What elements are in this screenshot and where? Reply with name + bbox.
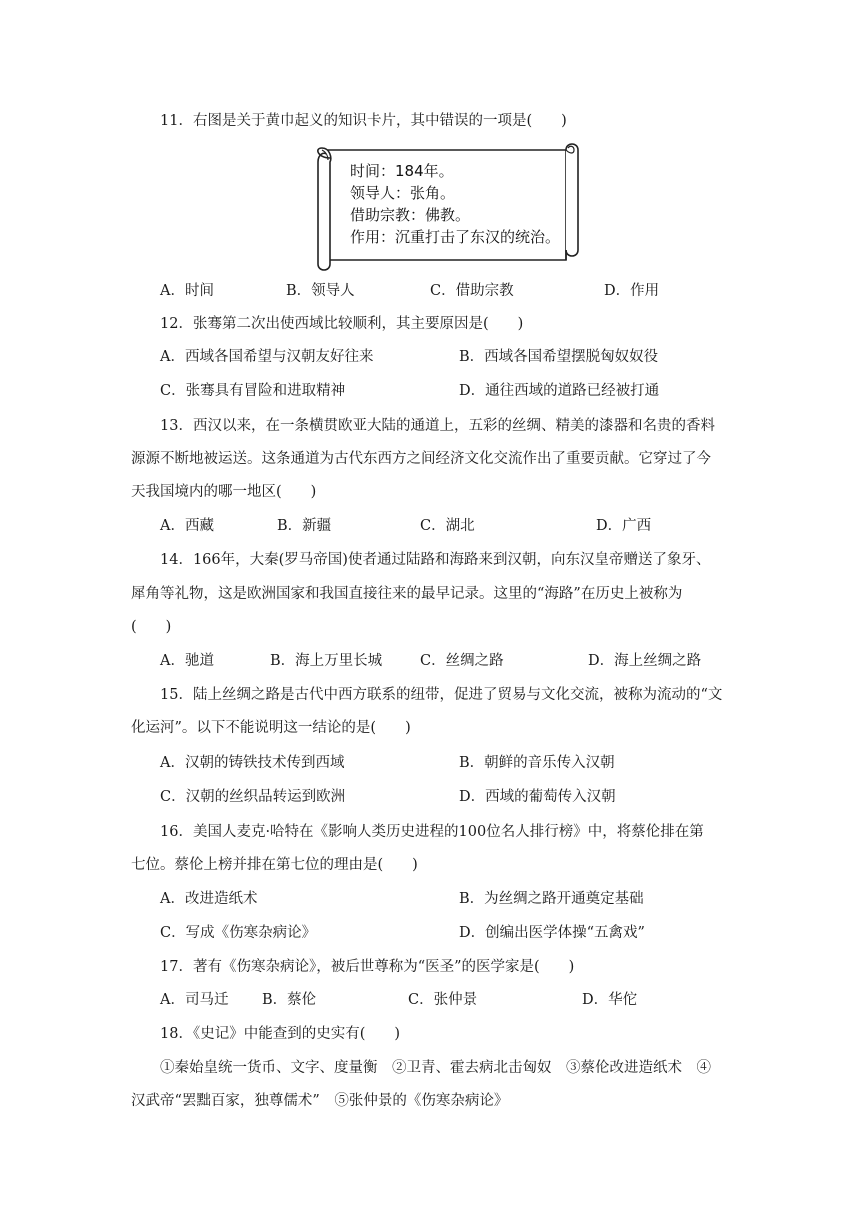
q12-option-c[interactable]: C．张骞具有冒险和进取精神	[160, 383, 346, 399]
q13-option-a[interactable]: A．西藏	[160, 518, 214, 534]
question-16-stem-line-1: 16．美国人麦克·哈特在《影响人类历史进程的100位名人排行榜》中，将蔡伦排在第	[160, 824, 704, 840]
q11-option-b[interactable]: B．领导人	[286, 283, 355, 299]
q17-option-d[interactable]: D．华佗	[582, 992, 638, 1008]
card-line-time: 时间：184年。	[350, 162, 454, 180]
q12-option-b[interactable]: B．西域各国希望摆脱匈奴奴役	[459, 349, 659, 365]
question-15-stem-line-1: 15．陆上丝绸之路是古代中西方联系的纽带，促进了贸易与文化交流，被称为流动的“文	[160, 687, 723, 703]
q16-option-d[interactable]: D．创编出医学体操“五禽戏”	[459, 925, 645, 941]
q14-option-d[interactable]: D．海上丝绸之路	[588, 653, 702, 669]
q16-option-a[interactable]: A．改进造纸术	[160, 891, 258, 907]
q18-items-line-2: 汉武帝“罢黜百家，独尊儒术” ⑤张仲景的《伤寒杂病论》	[131, 1093, 509, 1109]
q15-option-c[interactable]: C．汉朝的丝织品转运到欧洲	[160, 789, 346, 805]
q16-option-b[interactable]: B．为丝绸之路开通奠定基础	[459, 891, 644, 907]
question-14-stem-line-3: ( )	[131, 619, 172, 635]
question-14-stem-line-2: 犀角等礼物，这是欧洲国家和我国直接往来的最早记录。这里的“海路”在历史上被称为	[131, 586, 683, 602]
q17-option-c[interactable]: C．张仲景	[408, 992, 478, 1008]
question-16-stem-line-2: 七位。蔡伦上榜并排在第七位的理由是( )	[131, 857, 418, 873]
q13-option-b[interactable]: B．新疆	[277, 518, 332, 534]
q15-option-a[interactable]: A．汉朝的铸铁技术传到西域	[160, 755, 345, 771]
q14-option-b[interactable]: B．海上万里长城	[270, 653, 383, 669]
question-12-stem: 12．张骞第二次出使西域比较顺利，其主要原因是( )	[160, 316, 524, 332]
q11-option-d[interactable]: D．作用	[604, 283, 660, 299]
q17-option-a[interactable]: A．司马迁	[160, 992, 229, 1008]
q18-items-line-1: ①秦始皇统一货币、文字、度量衡 ②卫青、霍去病北击匈奴 ③蔡伦改进造纸术 ④	[160, 1060, 711, 1076]
question-15-stem-line-2: 化运河”。以下不能说明这一结论的是( )	[131, 720, 411, 736]
q15-option-d[interactable]: D．西域的葡萄传入汉朝	[459, 789, 616, 805]
card-line-religion: 借助宗教：佛教。	[350, 206, 471, 224]
q12-option-d[interactable]: D．通往西域的道路已经被打通	[459, 383, 660, 399]
card-line-effect: 作用：沉重打击了东汉的统治。	[350, 228, 561, 246]
q11-option-a[interactable]: A．时间	[160, 283, 214, 299]
question-18-stem: 18．《史记》中能查到的史实有( )	[160, 1026, 401, 1042]
card-line-leader: 领导人：张角。	[350, 184, 456, 202]
question-14-stem-line-1: 14．166年，大秦(罗马帝国)使者通过陆路和海路来到汉朝，向东汉皇帝赠送了象牙、	[160, 552, 711, 568]
question-13-stem-line-3: 天我国境内的哪一地区( )	[131, 484, 317, 500]
q14-option-a[interactable]: A．驰道	[160, 653, 214, 669]
q13-option-c[interactable]: C．湖北	[420, 518, 475, 534]
q17-option-b[interactable]: B．蔡伦	[262, 992, 317, 1008]
q11-option-c[interactable]: C．借助宗教	[430, 283, 514, 299]
q14-option-c[interactable]: C．丝绸之路	[420, 653, 504, 669]
question-13-stem-line-1: 13．西汉以来，在一条横贯欧亚大陆的通道上，五彩的丝绸、精美的漆器和名贵的香料	[160, 418, 715, 434]
q12-option-a[interactable]: A．西域各国希望与汉朝友好往来	[160, 349, 374, 365]
question-13-stem-line-2: 源源不断地被运送。这条通道为古代东西方之间经济文化交流作出了重要贡献。它穿过了今	[131, 451, 711, 467]
q13-option-d[interactable]: D．广西	[596, 518, 652, 534]
q15-option-b[interactable]: B．朝鲜的音乐传入汉朝	[459, 755, 615, 771]
question-17-stem: 17．著有《伤寒杂病论》，被后世尊称为“医圣”的医学家是( )	[160, 959, 575, 975]
question-11-stem: 11．右图是关于黄巾起义的知识卡片，其中错误的一项是( )	[160, 113, 567, 129]
q16-option-c[interactable]: C．写成《伤寒杂病论》	[160, 925, 317, 941]
